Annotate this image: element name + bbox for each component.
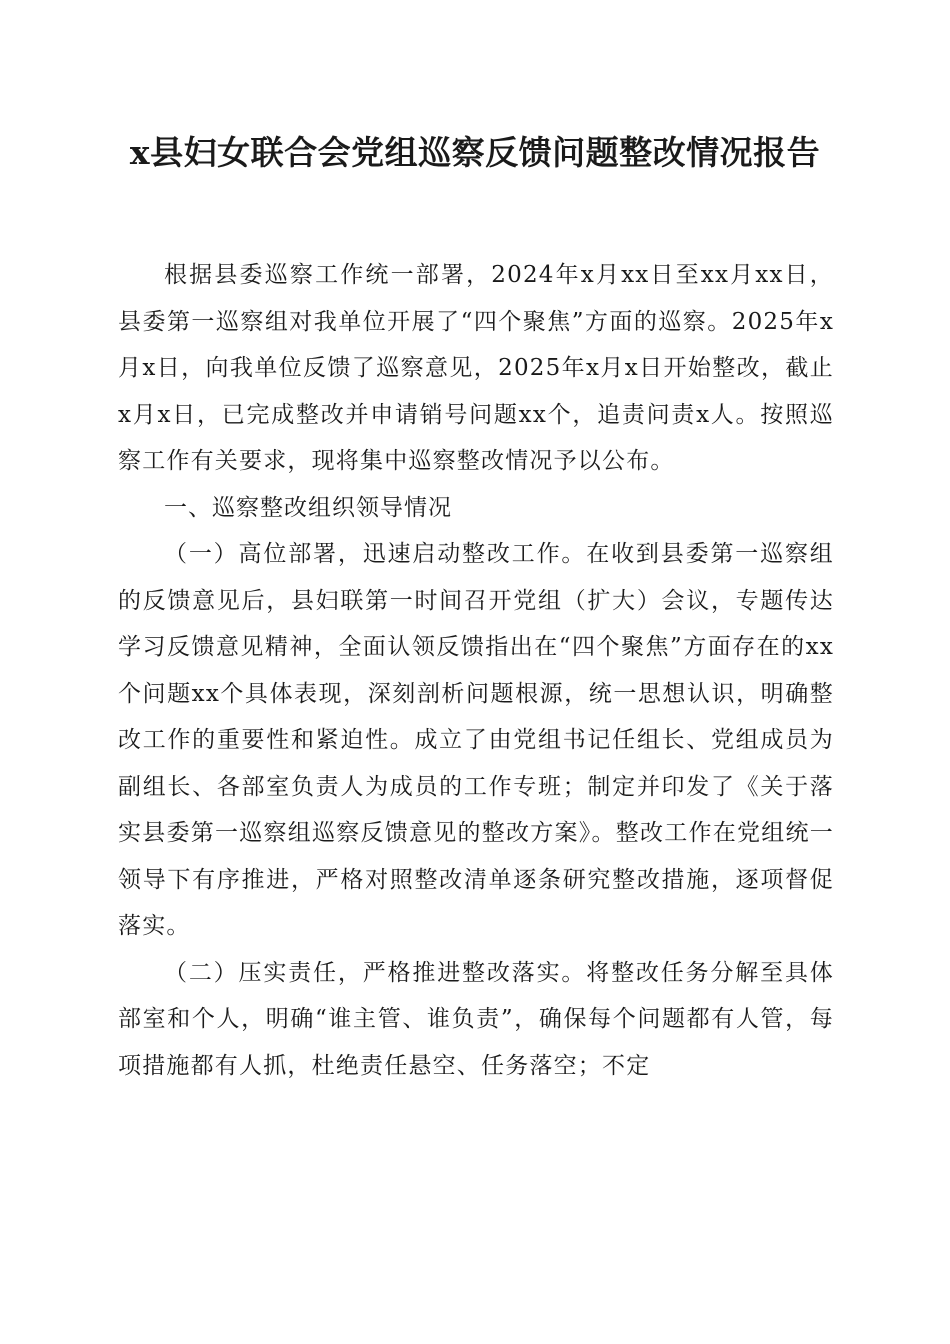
document-title: x县妇女联合会党组巡察反馈问题整改情况报告 (129, 133, 821, 172)
subsection-2-paragraph (118, 950, 834, 1090)
subsection-1-lead: （一）高位部署，迅速启动整改工作。 (164, 541, 587, 567)
subsection-1-text: 在收到县委第一巡察组的反馈意见后，县妇联第一时间召开党组（扩大）会议，专题传达学习反馈意见精神，全面认领反馈指出在“四个聚焦”方面存在的xx个问题xx个具体表现，深刻剖析问题根源，统一思想认识，明确整改工作的重要性和紧迫性。成立了由党组书记任组长、党组成员为副组长、各部室负责人为成员的工作专班；制定并印发了《关于落实县委第一巡察组巡察反馈意见的整改方案》。整改工作在党组统一领导下有序推进，严格对照整改清单逐条研究整改措施，逐项督促落实。 (118, 541, 834, 939)
subsection-2-lead: （二）压实责任，严格推进整改落实。 (164, 959, 587, 986)
intro-paragraph: 根据县委巡察工作统一部署，2024年x月xx日至xx月xx日，县委第一巡察组对我单位开展了“四个聚焦”方面的巡察。2025年x月x日，向我单位反馈了巡察意见，2025年x月x日开始整改，截止x月x日，已完成整改并申请销号问题xx个，追责问责x人。按照巡察工作有关要求，现将集中巡察整改情况予以公布。 (118, 262, 834, 474)
subsection-2-text: 将整改任务分解至具体部室和个人，明确“谁主管、谁负责”，确保每个问题都有人管，每项措施都有人抓，杜绝责任悬空、任务落空；不定 (118, 959, 834, 1079)
section-heading-1: 一、巡察整改组织领导情况 (164, 494, 452, 521)
subsection-1-paragraph (118, 531, 834, 950)
document-body (118, 252, 834, 1089)
